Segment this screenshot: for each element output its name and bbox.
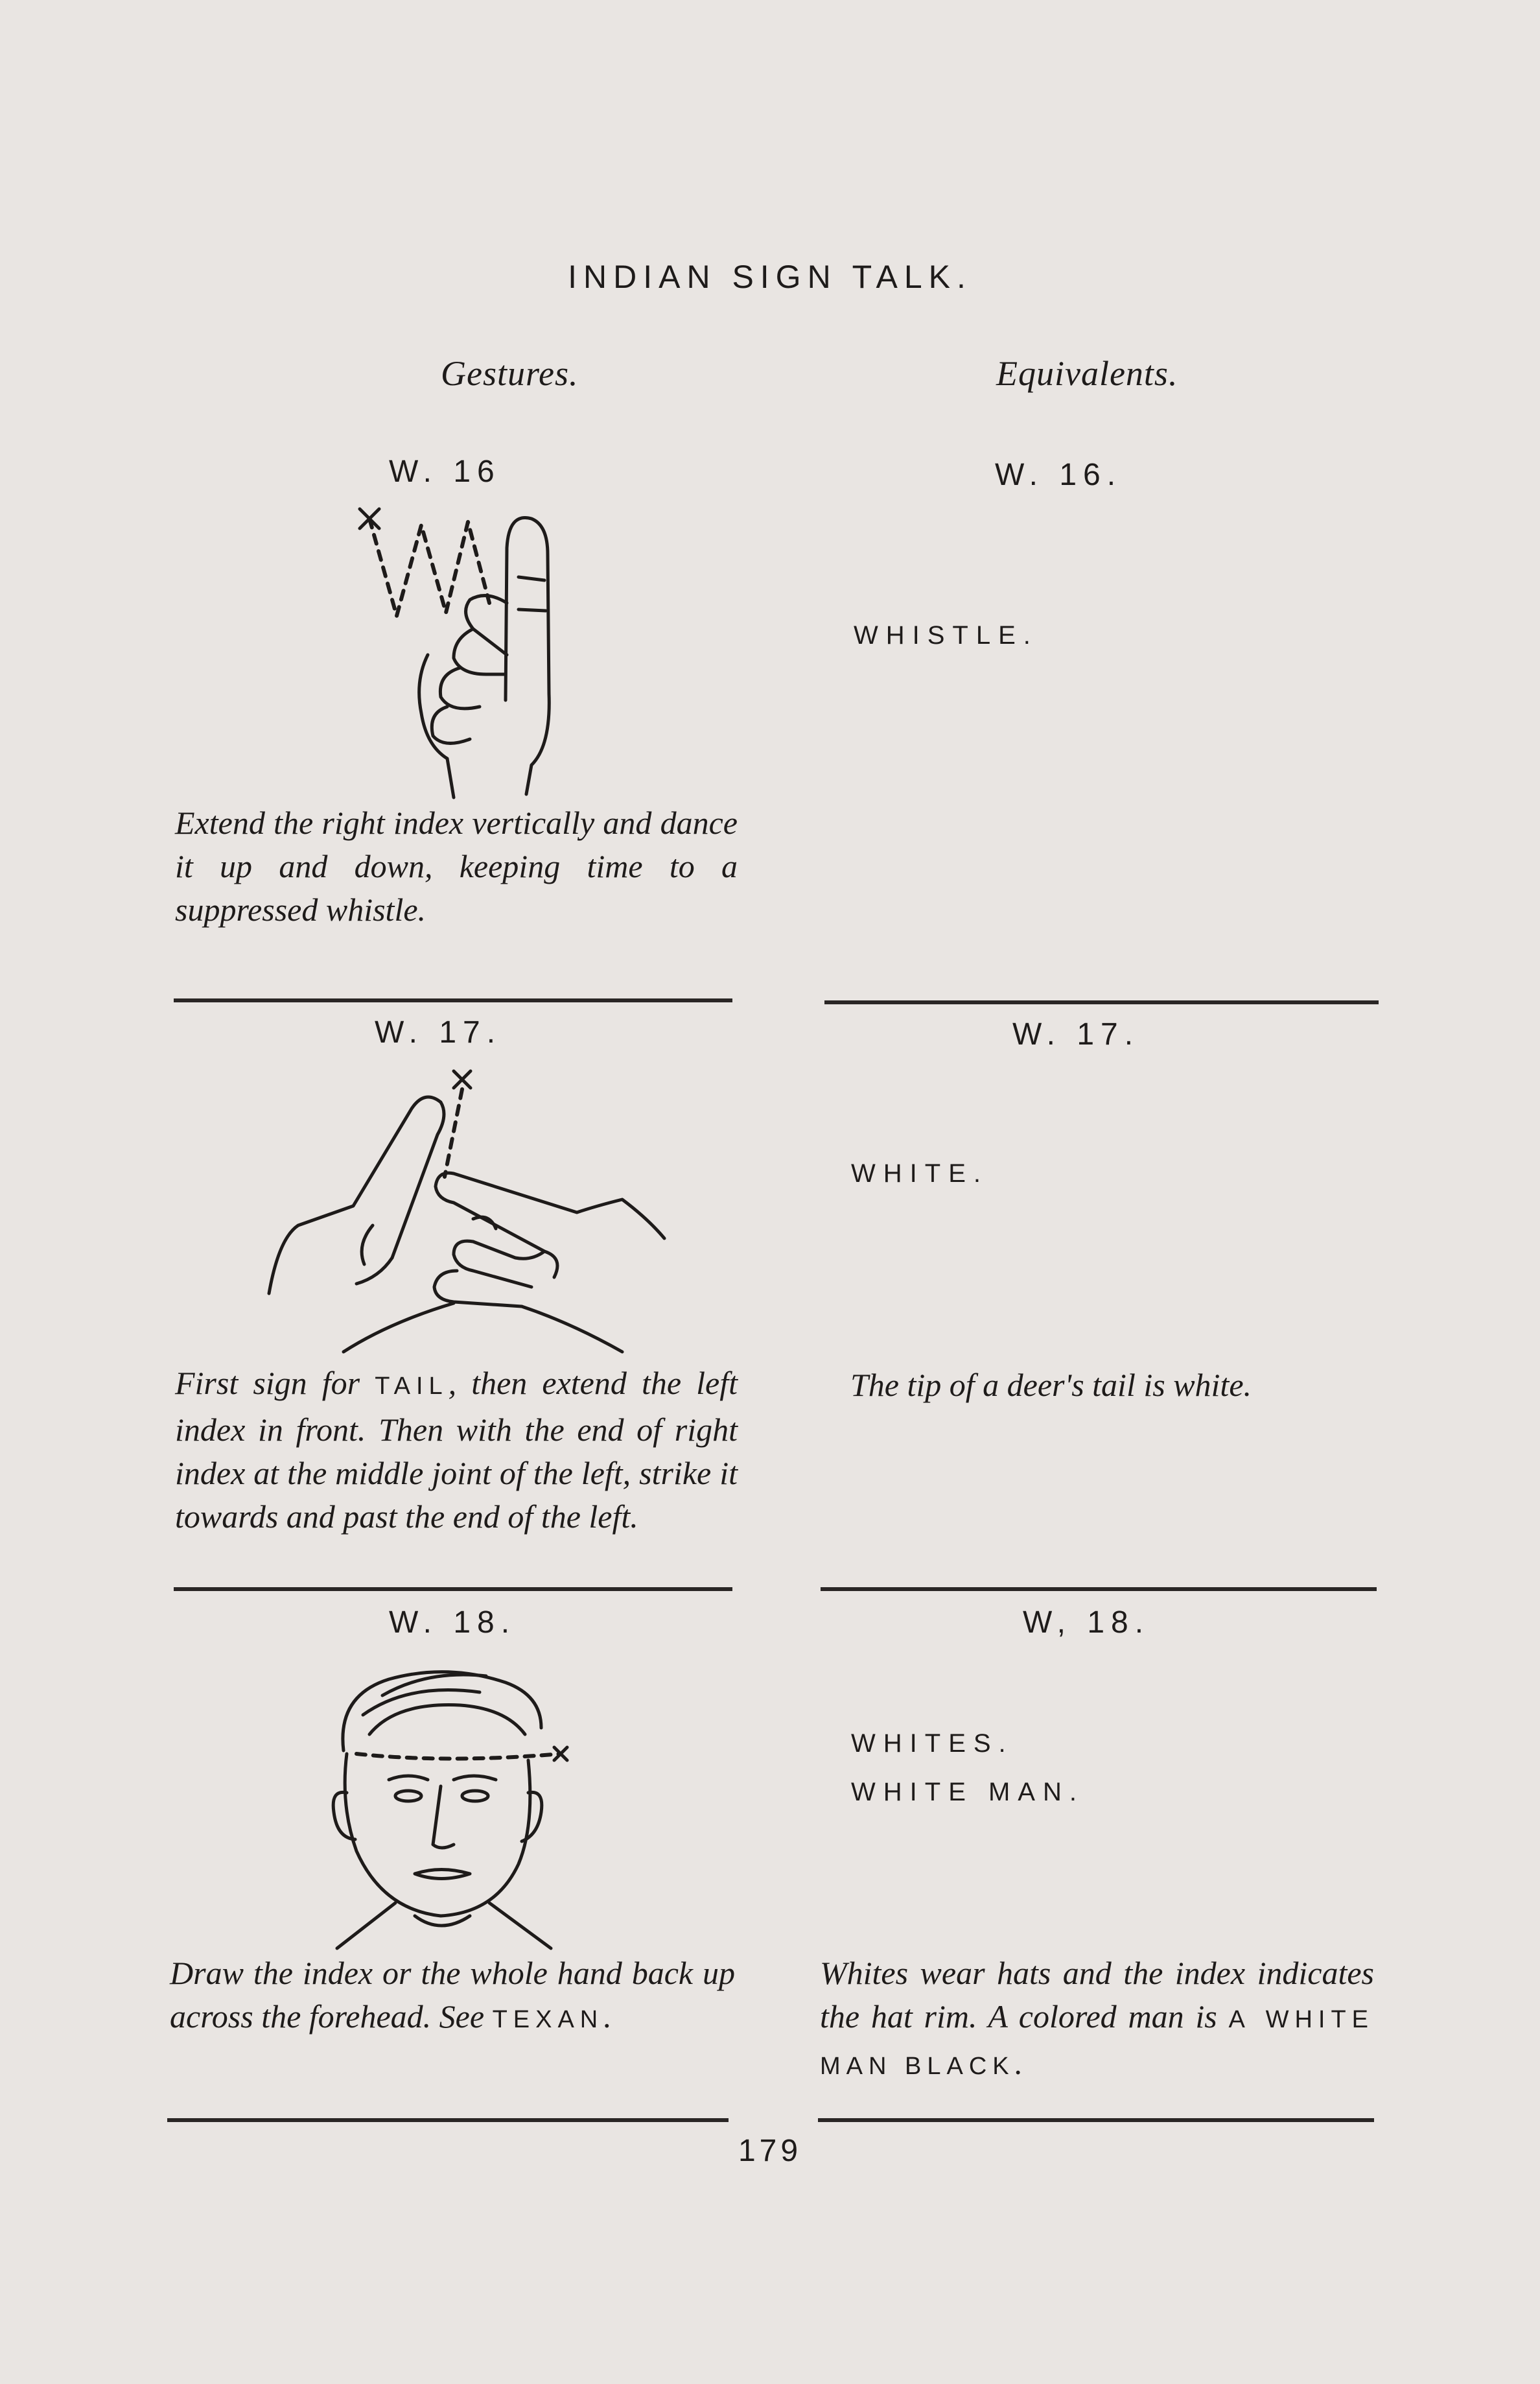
gesture-code-w16: W. 16: [389, 454, 501, 489]
column-heading-gestures: Gestures.: [441, 354, 579, 393]
divider-right-2: [821, 1587, 1377, 1591]
page-title: INDIAN SIGN TALK.: [568, 259, 972, 295]
description-w16: Extend the right index vertically and dance it up and down, keeping time to a suppressed whistle.: [175, 805, 738, 928]
description-w17: First sign for TAIL, then extend the left index in front. Then with the end of right index at the middle joint of the left, strike it towards and past the end of the left.: [175, 1365, 738, 1535]
column-heading-equivalents: Equivalents.: [996, 354, 1178, 393]
ref-a-white-man-black: A WHITE MAN BLACK: [820, 2006, 1374, 2080]
gesture-code-w17: W. 17.: [375, 1015, 502, 1050]
ref-tail: TAIL: [375, 1373, 449, 1400]
divider-right-3: [818, 2118, 1374, 2122]
divider-right-1: [824, 1000, 1379, 1004]
two-hands-index-strike-icon: [259, 1063, 674, 1362]
equiv-code-w16: W. 16.: [995, 458, 1123, 492]
divider-left-1: [174, 998, 732, 1002]
ref-texan: TEXAN: [492, 2006, 604, 2033]
equivalent-whites: WHITES.: [851, 1729, 1014, 1758]
page-number: 179: [738, 2134, 802, 2168]
divider-left-2: [174, 1587, 732, 1591]
head-forehead-line-icon: [318, 1657, 590, 1955]
note-w17: The tip of a deer's tail is white.: [850, 1367, 1252, 1403]
divider-left-3: [167, 2118, 729, 2122]
equivalent-white-man: WHITE MAN.: [851, 1778, 1084, 1806]
note-w18: Whites wear hats and the index indicates the hat rim. A colored man is A WHITE MAN BLACK.: [820, 1955, 1374, 2081]
description-w18: Draw the index or the whole hand back up across the forehead. See TEXAN.: [170, 1955, 735, 2035]
equivalent-whistle: WHISTLE.: [854, 621, 1038, 650]
gesture-code-w18: W. 18.: [389, 1605, 517, 1640]
equiv-code-w18: W, 18.: [1023, 1605, 1150, 1640]
equiv-code-w17: W. 17.: [1012, 1017, 1140, 1052]
equivalent-white: WHITE.: [851, 1159, 988, 1188]
hand-index-dancing-icon: [356, 499, 564, 804]
